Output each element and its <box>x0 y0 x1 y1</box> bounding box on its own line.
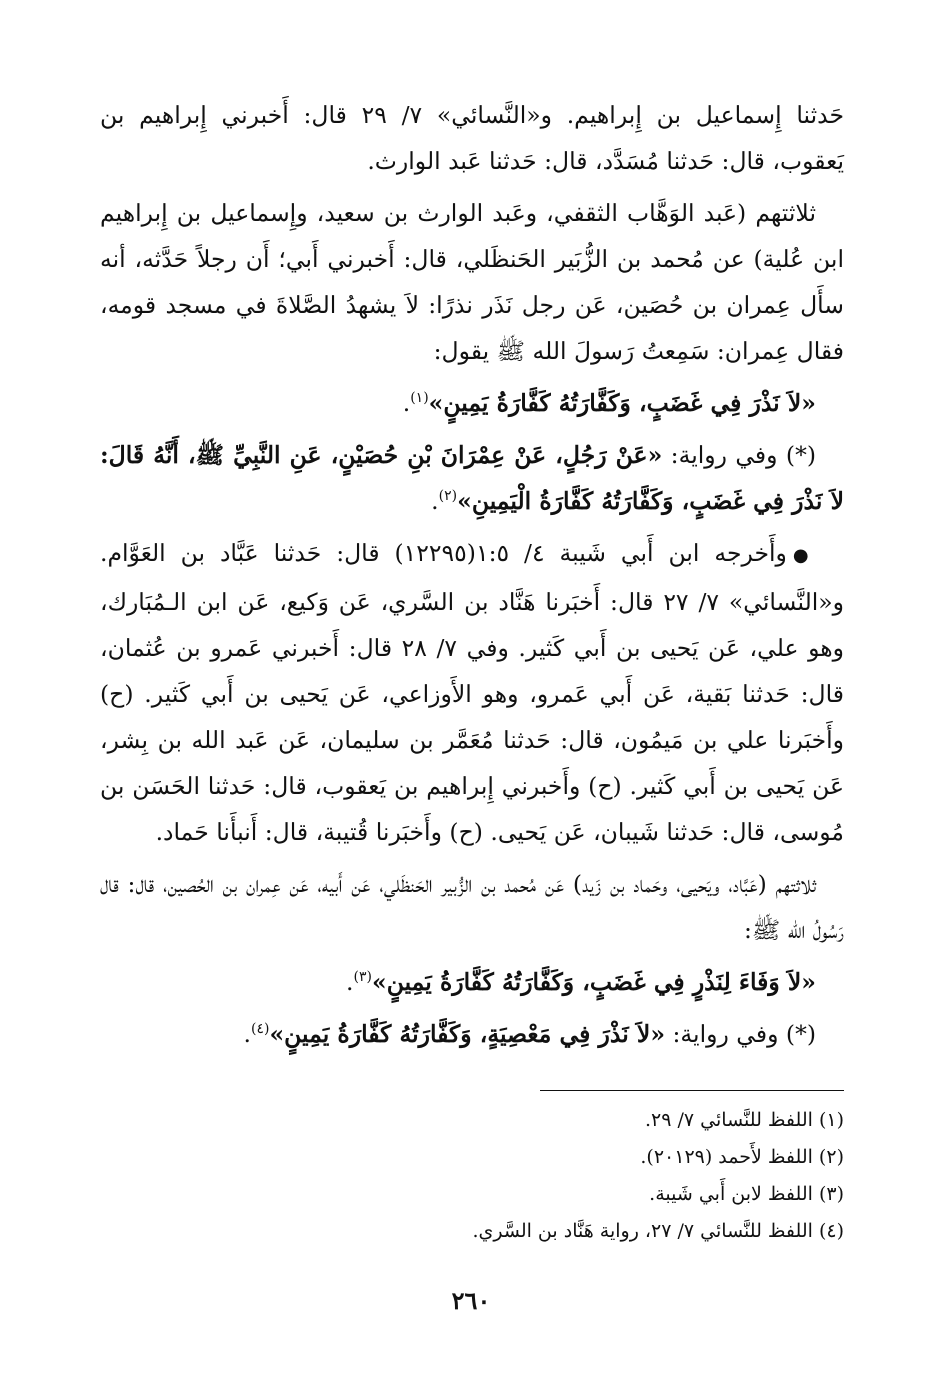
footnote-ref-4: (٤) <box>250 1021 270 1038</box>
footnote-divider <box>540 1090 844 1091</box>
page-number: ٢٦٠ <box>451 1286 491 1315</box>
footnote-2: (٢) اللفظ لأَحمد (٢٠١٢٩). <box>640 1146 844 1168</box>
hadith-quote: «لاَ نَذْرَ فِي مَعْصِيَةٍ، وَكَفَّارَتُهُ كَفَّارَةُ يَمِينٍ» <box>269 1020 666 1048</box>
footnote-1: (١) اللفظ للنَّسائي ٧/ ٢٩. <box>645 1109 844 1131</box>
chain-text: ثلاثتهم (عَبد الوَهَّاب الثقفي، وعَبد الوارث بن سعيد، وإِسماعيل بن إِبراهيم ابن عُلية) عن مُحمد بن الزُّبَير الحَنظَلي، قال: أَخبرني أَبي؛ أَن رجلاً حَدَّثه، أنه سأَل عِمران بن حُصَين، عَن رجل نَذَر نذرًا: لاَ يشهدُ الصَّلاةَ في مسجد قومه، فقال عِمران: سَمِعتُ رَسولَ الله ﷺ يقول: <box>100 199 844 365</box>
hadith-quote: «لاَ نَذْرَ فِي غَضَبٍ، وَكَفَّارَتُهُ كَفَّارَةُ يَمِينٍ» <box>428 389 816 417</box>
main-text <box>100 92 844 1063</box>
footnote-ref-2: (٢) <box>438 488 458 505</box>
hadith-quote: «لاَ وَفَاءَ لِنَذْرٍ فِي غَضَبٍ، وَكَفَّارَتُهُ كَفَّارَةُ يَمِينٍ» <box>372 968 816 996</box>
variant-intro: (*) وفي رواية: <box>670 441 817 469</box>
paragraph-takhrij <box>100 530 844 855</box>
chain-text: حَدثنا إِسماعيل بن إِبراهيم. و«النَّسائي» ٧/ ٢٩ قال: أَخبرني إِبراهيم بن يَعقوب، قال: حَدثنا مُسَدَّد، قال: حَدثنا عَبد الوارث. <box>100 101 844 175</box>
paragraph-chain-2 <box>100 190 844 374</box>
footnote-ref-1: (١) <box>410 390 429 407</box>
chain-text: وأَخرجه ابن أَبي شَيبة ٤/ ١:٥(١٢٢٩٥) قال: حَدثنا عَبَّاد بن العَوَّام. و«النَّسائي» ٧/ ٢٧ قال: أَخبَرنا هَنَّاد بن السَّري، عَن وَكيع، عَن ابن الـمُبَارك، وهو علي، عَن يَحيى بن أَبي كَثير. وفي ٧/ ٢٨ قال: أَخبرني عَمرو بن عُثمان، قال: حَدثنا بَقية، عَن أَبي عَمرو، وهو الأَوزاعي، عَن يَحيى بن أَبي كَثير. (ح) وأَخبَرنا علي بن مَيمُون، قال: حَدثنا مُعَمَّر بن سليمان، عَن عَبد الله بن بِشر، عَن يَحيى بن أَبي كَثير. (ح) وأَخبرني إِبراهيم بن يَعقوب، قال: حَدثنا الحَسَن بن مُوسى، قال: حَدثنا شَيبان، عَن يَحيى. (ح) وأَخبَرنا قُتيبة، قال: أَنبأَنا حَماد. <box>100 539 845 846</box>
variant-intro: (*) وفي رواية: <box>672 1020 816 1048</box>
hadith-text-1: «لاَ نَذْرَ فِي غَضَبٍ، وَكَفَّارَتُهُ كَفَّارَةُ يَمِينٍ»$^{(١)}$. <box>402 389 816 417</box>
footnote-4: (٤) اللفظ للنَّسائي ٧/ ٢٧، رواية هَنَّاد بن السَّري. <box>472 1220 844 1242</box>
footnote-ref-3: (٣) <box>353 969 372 986</box>
hadith-variant-1: (*) وفي رواية: «عَنْ رَجُلٍ، عَنْ عِمْرَانَ بْنِ حُصَيْنٍ، عَنِ النَّبِيِّ ﷺ، أَنَّهُ قَالَ: لاَ نَذْرَ فِي غَضَبٍ، وَكَفَّارَتُهُ كَفَّارَةُ الْيَمِينِ»$^{(٢)}$. <box>100 441 844 515</box>
footnote-3: (٣) اللفظ لابن أَبي شَيبة. <box>649 1183 844 1205</box>
hadith-text-2: «لاَ وَفَاءَ لِنَذْرٍ فِي غَضَبٍ، وَكَفَّارَتُهُ كَفَّارَةُ يَمِينٍ»$^{(٣)}$. <box>346 968 816 996</box>
hadith-variant-2: (*) وفي رواية: «لاَ نَذْرَ فِي مَعْصِيَةٍ، وَكَفَّارَتُهُ كَفَّارَةُ يَمِينٍ»$^{(٤)}$. <box>243 1020 816 1048</box>
bullet-icon: ● <box>792 545 817 566</box>
chain-text: ثلاثتهم (عَبَّاد، ويَحيى، وحَماد بن زَيد) عَن مُحمد بن الزُّبير الحَنظَلي، عَن أَبيه، عَن عِمران بن الحُصين، قال: قال رَسُولُ الله ﷺ: <box>100 870 844 944</box>
hadith-quote: «عَنْ رَجُلٍ، عَنْ عِمْرَانَ بْنِ حُصَيْنٍ، عَنِ النَّبِيِّ ﷺ، أَنَّهُ قَالَ: لاَ نَذْرَ فِي غَضَبٍ، وَكَفَّارَتُهُ كَفَّارَةُ الْيَمِينِ» <box>100 441 844 515</box>
footnotes <box>100 1102 844 1250</box>
paragraph-chain-1 <box>100 92 844 184</box>
paragraph-chain-3 <box>100 861 844 953</box>
